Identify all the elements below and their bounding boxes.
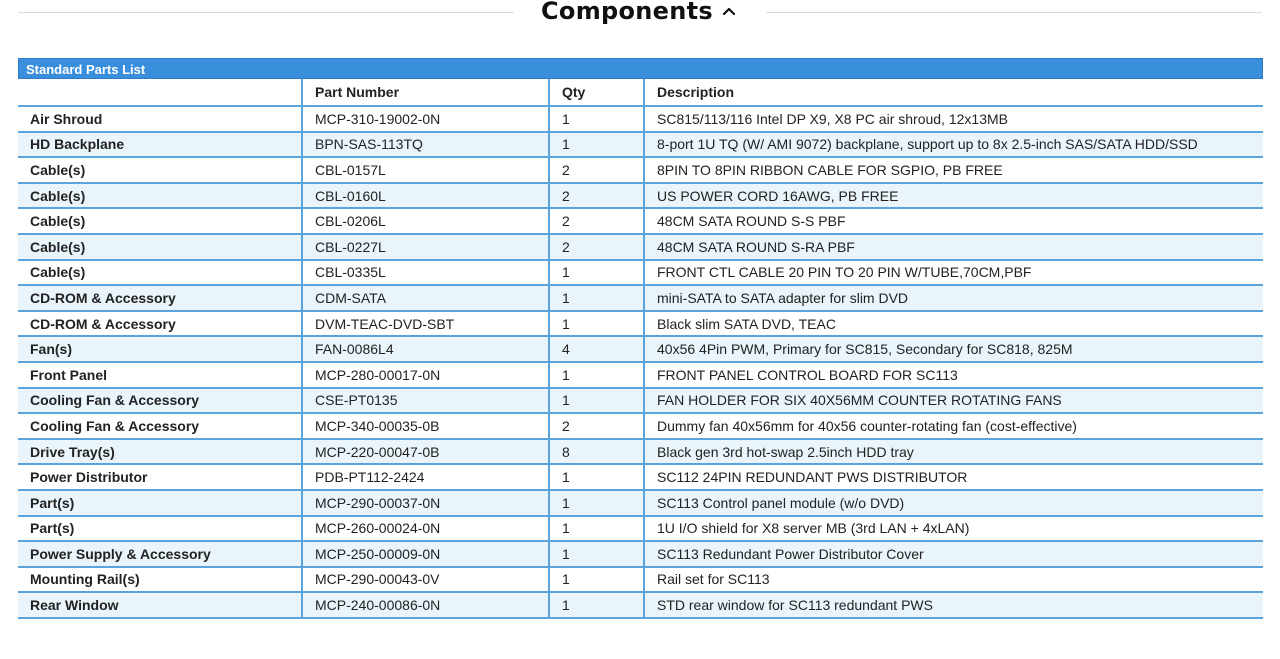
qty-cell: 1 — [549, 260, 644, 286]
table-row — [18, 362, 1263, 388]
category-cell: Rear Window — [18, 592, 302, 618]
table-row — [18, 260, 1263, 286]
qty-cell: 1 — [549, 311, 644, 337]
part-number-cell: DVM-TEAC-DVD-SBT — [302, 311, 549, 337]
qty-cell: 1 — [549, 285, 644, 311]
part-number-cell: MCP-260-00024-0N — [302, 516, 549, 542]
description-cell: SC113 Control panel module (w/o DVD) — [644, 490, 1263, 516]
category-cell: Mounting Rail(s) — [18, 567, 302, 593]
qty-cell: 1 — [549, 567, 644, 593]
qty-cell: 2 — [549, 183, 644, 209]
qty-cell: 2 — [549, 413, 644, 439]
category-cell: Fan(s) — [18, 336, 302, 362]
table-header-row — [18, 79, 1263, 106]
parts-list-caption: Standard Parts List — [18, 58, 1263, 79]
qty-cell: 2 — [549, 234, 644, 260]
description-cell: Dummy fan 40x56mm for 40x56 counter-rotating fan (cost-effective) — [644, 413, 1263, 439]
category-cell: Drive Tray(s) — [18, 439, 302, 465]
part-number-cell: CBL-0335L — [302, 260, 549, 286]
table-row — [18, 464, 1263, 490]
category-cell: Front Panel — [18, 362, 302, 388]
table-row — [18, 516, 1263, 542]
part-number-cell: MCP-290-00043-0V — [302, 567, 549, 593]
components-toggle[interactable] — [530, 0, 750, 26]
description-cell: FRONT PANEL CONTROL BOARD FOR SC113 — [644, 362, 1263, 388]
section-title: Components — [541, 0, 713, 25]
header-category — [18, 79, 302, 106]
part-number-cell: MCP-250-00009-0N — [302, 541, 549, 567]
table-row — [18, 388, 1263, 414]
header-divider-left — [18, 12, 514, 13]
qty-cell: 1 — [549, 132, 644, 158]
table-row — [18, 234, 1263, 260]
header-qty: Qty — [549, 79, 644, 106]
description-cell: SC815/113/116 Intel DP X9, X8 PC air shroud, 12x13MB — [644, 106, 1263, 132]
table-row — [18, 132, 1263, 158]
qty-cell: 2 — [549, 157, 644, 183]
category-cell: Cable(s) — [18, 183, 302, 209]
category-cell: Cable(s) — [18, 260, 302, 286]
category-cell: Part(s) — [18, 516, 302, 542]
description-cell: SC113 Redundant Power Distributor Cover — [644, 541, 1263, 567]
qty-cell: 1 — [549, 464, 644, 490]
description-cell: 40x56 4Pin PWM, Primary for SC815, Secondary for SC818, 825M — [644, 336, 1263, 362]
description-cell: Black slim SATA DVD, TEAC — [644, 311, 1263, 337]
description-cell: Rail set for SC113 — [644, 567, 1263, 593]
parts-table — [18, 79, 1263, 619]
header-divider-right — [766, 12, 1262, 13]
qty-cell: 1 — [549, 516, 644, 542]
qty-cell: 1 — [549, 541, 644, 567]
description-cell: SC112 24PIN REDUNDANT PWS DISTRIBUTOR — [644, 464, 1263, 490]
table-row — [18, 311, 1263, 337]
part-number-cell: MCP-240-00086-0N — [302, 592, 549, 618]
table-row — [18, 106, 1263, 132]
table-row — [18, 336, 1263, 362]
description-cell: mini-SATA to SATA adapter for slim DVD — [644, 285, 1263, 311]
category-cell: Part(s) — [18, 490, 302, 516]
description-cell: 1U I/O shield for X8 server MB (3rd LAN + 4xLAN) — [644, 516, 1263, 542]
header-description: Description — [644, 79, 1263, 106]
description-cell: Black gen 3rd hot-swap 2.5inch HDD tray — [644, 439, 1263, 465]
part-number-cell: MCP-290-00037-0N — [302, 490, 549, 516]
table-row — [18, 157, 1263, 183]
table-row — [18, 183, 1263, 209]
qty-cell: 1 — [549, 106, 644, 132]
description-cell: 8PIN TO 8PIN RIBBON CABLE FOR SGPIO, PB FREE — [644, 157, 1263, 183]
part-number-cell: CSE-PT0135 — [302, 388, 549, 414]
qty-cell: 4 — [549, 336, 644, 362]
table-row — [18, 567, 1263, 593]
part-number-cell: CBL-0157L — [302, 157, 549, 183]
table-row — [18, 439, 1263, 465]
part-number-cell: BPN-SAS-113TQ — [302, 132, 549, 158]
part-number-cell: MCP-310-19002-0N — [302, 106, 549, 132]
description-cell: 48CM SATA ROUND S-S PBF — [644, 208, 1263, 234]
qty-cell: 1 — [549, 362, 644, 388]
qty-cell: 1 — [549, 592, 644, 618]
qty-cell: 8 — [549, 439, 644, 465]
category-cell: Cooling Fan & Accessory — [18, 413, 302, 439]
standard-parts-list — [18, 58, 1263, 619]
description-cell: 8-port 1U TQ (W/ AMI 9072) backplane, support up to 8x 2.5-inch SAS/SATA HDD/SSD — [644, 132, 1263, 158]
category-cell: CD-ROM & Accessory — [18, 311, 302, 337]
table-row — [18, 592, 1263, 618]
table-row — [18, 541, 1263, 567]
qty-cell: 2 — [549, 208, 644, 234]
qty-cell: 1 — [549, 490, 644, 516]
category-cell: Power Distributor — [18, 464, 302, 490]
category-cell: HD Backplane — [18, 132, 302, 158]
parts-table-body — [18, 106, 1263, 618]
description-cell: 48CM SATA ROUND S-RA PBF — [644, 234, 1263, 260]
category-cell: Cooling Fan & Accessory — [18, 388, 302, 414]
description-cell: FAN HOLDER FOR SIX 40X56MM COUNTER ROTATING FANS — [644, 388, 1263, 414]
part-number-cell: MCP-220-00047-0B — [302, 439, 549, 465]
category-cell: Cable(s) — [18, 157, 302, 183]
category-cell: Power Supply & Accessory — [18, 541, 302, 567]
description-cell: US POWER CORD 16AWG, PB FREE — [644, 183, 1263, 209]
part-number-cell: FAN-0086L4 — [302, 336, 549, 362]
category-cell: CD-ROM & Accessory — [18, 285, 302, 311]
description-cell: STD rear window for SC113 redundant PWS — [644, 592, 1263, 618]
header-part-number: Part Number — [302, 79, 549, 106]
part-number-cell: CBL-0206L — [302, 208, 549, 234]
table-row — [18, 490, 1263, 516]
table-row — [18, 285, 1263, 311]
qty-cell: 1 — [549, 388, 644, 414]
category-cell: Cable(s) — [18, 208, 302, 234]
category-cell: Cable(s) — [18, 234, 302, 260]
chevron-up-icon[interactable] — [719, 1, 739, 21]
part-number-cell: PDB-PT112-2424 — [302, 464, 549, 490]
part-number-cell: MCP-280-00017-0N — [302, 362, 549, 388]
part-number-cell: CDM-SATA — [302, 285, 549, 311]
category-cell: Air Shroud — [18, 106, 302, 132]
description-cell: FRONT CTL CABLE 20 PIN TO 20 PIN W/TUBE,70CM,PBF — [644, 260, 1263, 286]
table-row — [18, 208, 1263, 234]
part-number-cell: CBL-0227L — [302, 234, 549, 260]
part-number-cell: MCP-340-00035-0B — [302, 413, 549, 439]
part-number-cell: CBL-0160L — [302, 183, 549, 209]
table-row — [18, 413, 1263, 439]
components-section-header — [0, 0, 1280, 26]
